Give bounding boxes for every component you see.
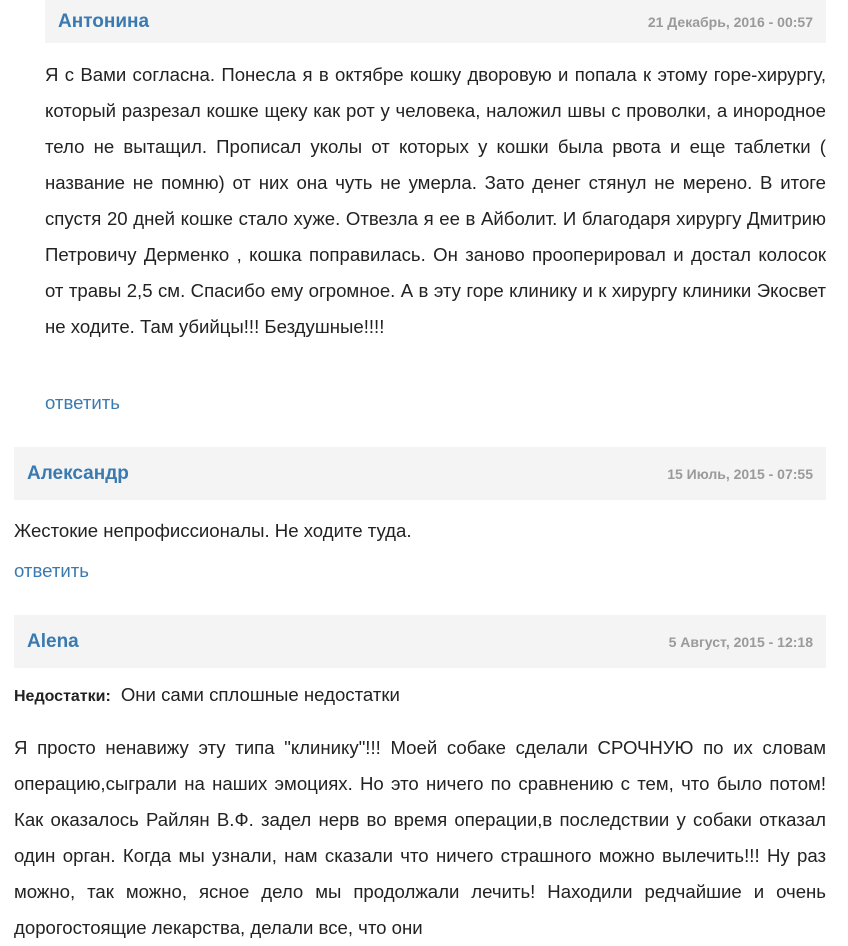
comment-text: Жестокие непрофиссионалы. Не ходите туда. <box>14 520 412 541</box>
reply-link[interactable]: ответить <box>45 392 120 413</box>
comment-author[interactable]: Alena <box>27 630 79 652</box>
comment-header <box>14 447 826 500</box>
cons-label: Недостатки: <box>14 688 111 705</box>
comment-text: Я с Вами согласна. Понесла я в октябре кошку дворовую и попала к этому горе-хирургу, который разрезал кошке щеку как рот у человека, наложил швы с проволки, а инородное тело не вытащил. Прописал уколы от которых у кошки была рвота и еще таблетки ( название не помню) от них она чуть не умерла. Зато денег стянул не мерено. В итоге спустя 20 дней кошке стало хуже. Отвезла я ее в Айболит. И благодаря хирургу Дмитрию Петровичу Дерменко , кошка поправилась. Он заново прооперировал и достал колосок от травы 2,5 см. Спасибо ему огромное. А в эту горе клинику и к хирургу клиники Экосвет не ходите. Там убийцы!!! Бездушные!!!! <box>45 64 826 337</box>
comment-author[interactable]: Александр <box>27 462 129 484</box>
cons-row <box>14 683 400 709</box>
comment-date: 21 Декабрь, 2016 - 00:57 <box>647 13 813 30</box>
comment-text: Я просто ненавижу эту типа "клинику"!!! Моей собаке сделали СРОЧНУЮ по их словам операцию,сыграли на наших эмоциях. Но это ничего по сравнению с тем, что было потом! Как оказалось Райлян В.Ф. задел нерв во время операции,в последствии у собаки отказал один орган. Когда мы узнали, нам сказали что ничего страшного можно вылечить!!! Ну раз можно, так можно, ясное дело мы продолжали лечить! Находили редчайшие и очень дорогостоящие лекарства, делали все, что они <box>14 737 826 938</box>
comment-author[interactable]: Антонина <box>58 10 150 32</box>
comment-date: 15 Июль, 2015 - 07:55 <box>667 465 813 482</box>
cons-text: Они сами сплошные недостатки <box>120 684 400 705</box>
comment-header <box>14 615 826 668</box>
comment-date: 5 Август, 2015 - 12:18 <box>668 633 813 650</box>
reply-link[interactable]: ответить <box>14 560 89 581</box>
comment-header <box>45 0 826 43</box>
